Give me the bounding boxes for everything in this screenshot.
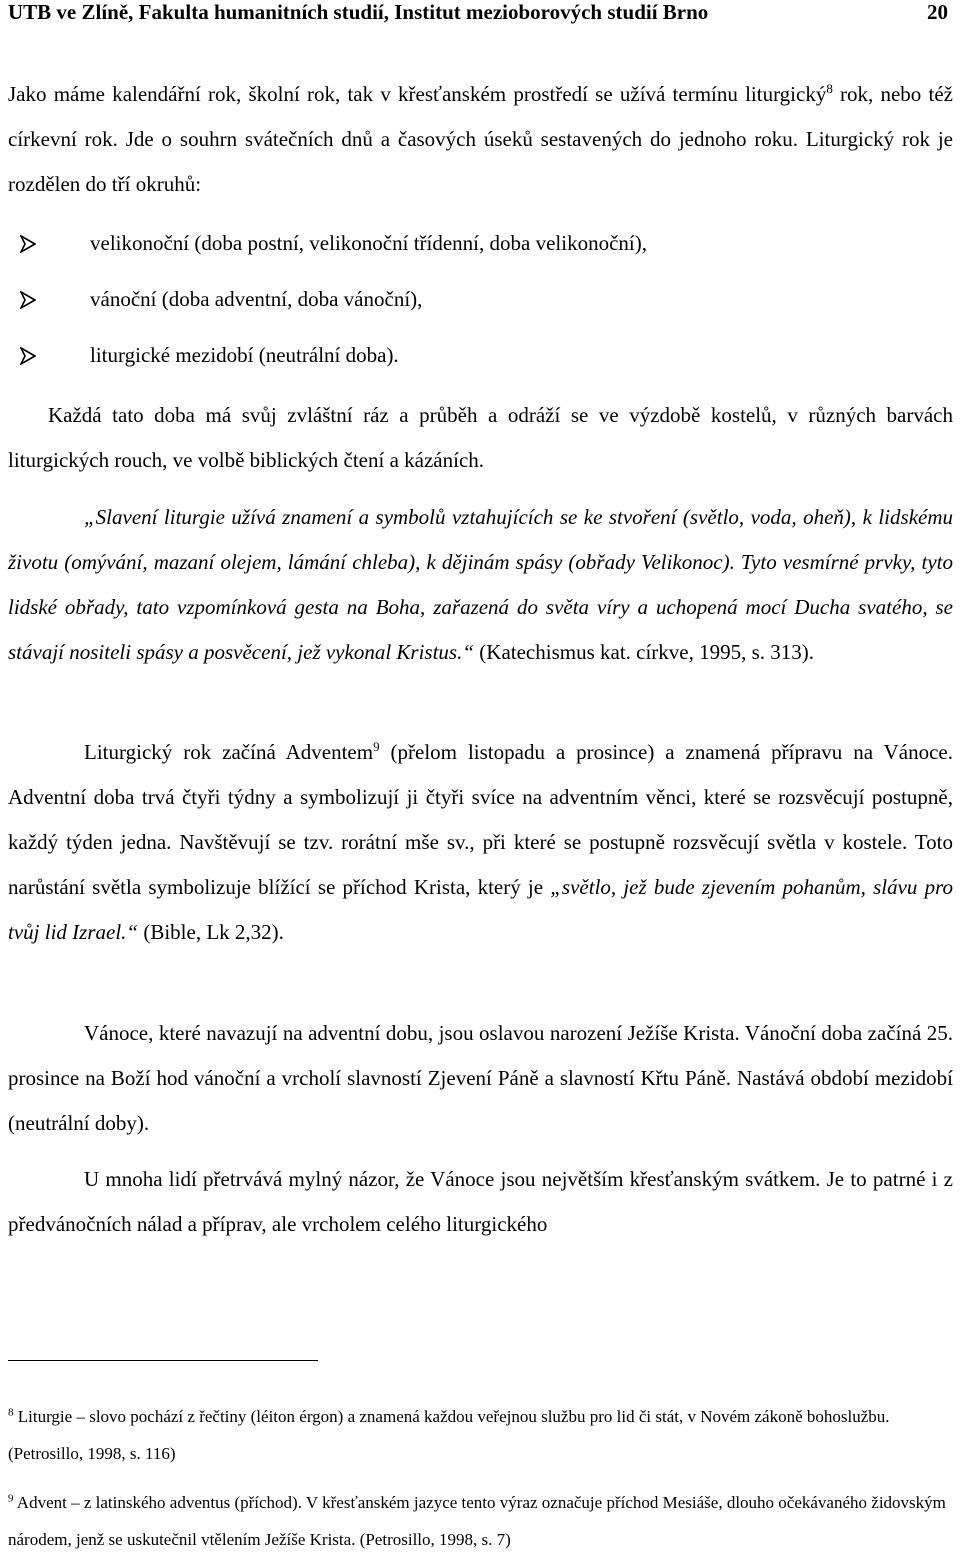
bible-citation: (Bible, Lk 2,32). (138, 920, 284, 944)
intro-text-a: Jako máme kalendářní rok, školní rok, tak v křesťanském prostředí se užívá termínu liturgický (8, 82, 827, 106)
footnote-text: Advent – z latinského adventus (příchod). V křesťanském jazyce tento výraz označuje příchod Mesiáše, dlouho očekávaného židovským národem, jenž se uskutečnil vtělením Ježíše Krista. (Petrosillo, 1998, s. 7) (8, 1493, 946, 1549)
list-item (20, 340, 399, 370)
list-item-text: vánoční (doba adventní, doba vánoční), (90, 287, 423, 311)
intro-text-b: rok, nebo též církevní rok. Jde o souhrn svátečních dnů a časových úseků sestavených do jednoho roku. Liturgický rok je rozdělen do tří okruhů: (8, 82, 953, 196)
advent-text-b: (přelom listopadu a prosince) a znamená přípravu na Vánoce. Adventní doba trvá čtyři týdny a symbolizují ji čtyři svíce na adventním věnci, které se rozsvěcují postupně, každý týden jedna. Navštěvují se tzv. rorátní mše sv., při které se postupně rozsvěcují světla v kostele. Toto narůstání světla symbolizuje blížící se příchod Krista, který je (8, 740, 953, 899)
page-number: 20 (927, 0, 948, 24)
bible-quote: „světlo, jež bude zjevením pohanům, slávu pro tvůj lid Izrael.“ (8, 875, 954, 944)
footnote-separator (8, 1360, 318, 1361)
footnote-text: Liturgie – slovo pochází z řečtiny (léiton érgon) a znamená každou veřejnou službu pro lid či stát, v Novém zákoně bohoslužbu. (Petrosillo, 1998, s. 116) (8, 1407, 890, 1463)
footnote-9 (8, 1484, 953, 1558)
paragraph-intro (8, 72, 953, 207)
footnote-ref-9[interactable]: 9 (373, 739, 380, 754)
list-item (20, 228, 647, 258)
header-title: UTB ve Zlíně, Fakulta humanitních studií, Institut mezioborových studií Brno (8, 0, 709, 24)
footnote-number: 9 (8, 1492, 14, 1505)
advent-text-a: Liturgický rok začíná Adventem (84, 740, 374, 764)
arrow-bullet-icon (20, 228, 90, 258)
catechism-quote: „Slavení liturgie užívá znamení a symbolů vztahujících se ke stvoření (světlo, voda, oheň), k lidskému životu (omývání, mazaní olejem, lámání chleba), k dějinám spásy (obřady Velikonoc). Tyto vesmírné prvky, tyto lidské obřady, tato vzpomínková gesta na Boha, zařazená do světa víry a uchopená mocí Ducha svatého, se stávají nositeli spásy a posvěcení, jež vykonal Kristus.“ (8, 505, 953, 664)
list-item-text: velikonoční (doba postní, velikonoční třídenní, doba velikonoční), (90, 231, 647, 255)
paragraph-advent (8, 730, 953, 955)
arrow-bullet-icon (20, 340, 90, 370)
footnote-number: 8 (8, 1406, 14, 1419)
paragraph-liturgical-periods: Každá tato doba má svůj zvláštní ráz a průběh a odráží se ve výzdobě kostelů, v různých barvách liturgických rouch, ve volbě biblických čtení a kázáních. (8, 403, 953, 472)
catechism-citation: (Katechismus kat. církve, 1995, s. 313). (474, 640, 815, 664)
arrow-bullet-icon (20, 284, 90, 314)
paragraph-christmas: Vánoce, které navazují na adventní dobu, jsou oslavou narození Ježíše Krista. Vánoční doba začíná 25. prosince na Boží hod vánoční a vrcholí slavností Zjevení Páně a slavností Křtu Páně. Nastává období mezidobí (neutrální doby). (8, 1021, 953, 1135)
footnote-ref-8[interactable]: 8 (826, 81, 833, 96)
running-header (8, 0, 952, 26)
list-item-text: liturgické mezidobí (neutrální doba). (90, 343, 399, 367)
paragraph-misconception: U mnoha lidí přetrvává mylný názor, že Vánoce jsou největším křesťanským svátkem. Je to patrné i z předvánočních nálad a příprav, ale vrcholem celého liturgického (8, 1167, 953, 1236)
paragraph-catechism-quote (8, 495, 953, 675)
footnote-8 (8, 1398, 953, 1472)
list-item (20, 284, 422, 314)
